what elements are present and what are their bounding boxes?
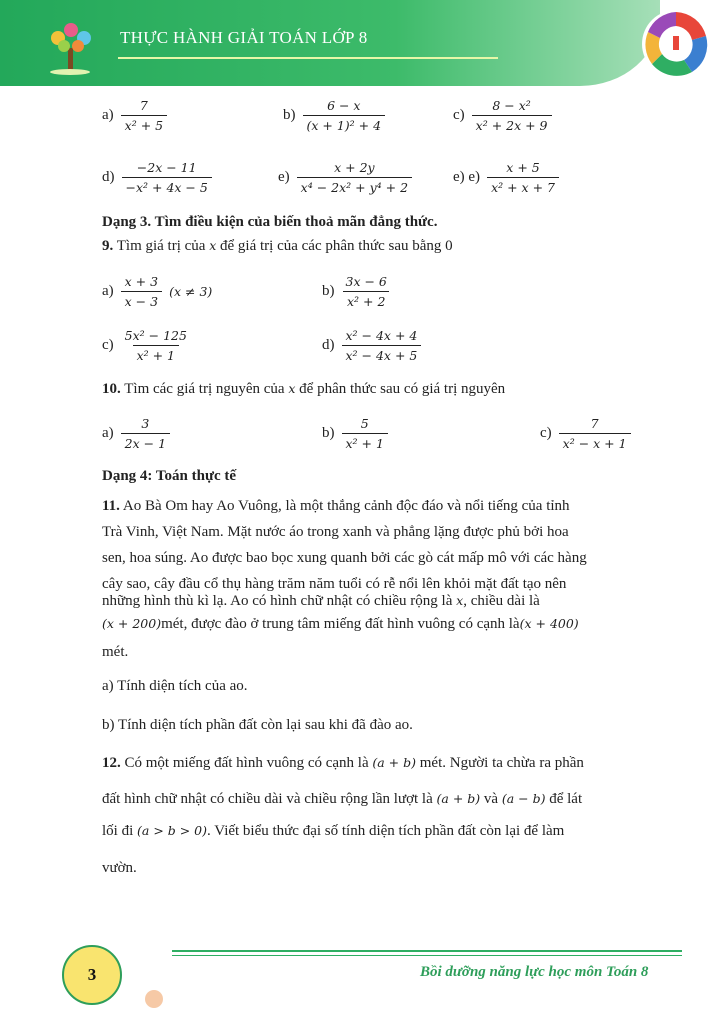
q9-item: a) $\frac{x + 3}{x - 3}$ (x ≠ 3): [102, 274, 213, 309]
q11-line: Trà Vinh, Việt Nam. Mặt nước áo trong xanh và phẳng lặng được phủ bởi hoa: [102, 524, 569, 540]
q11-line: sen, hoa súng. Ao được bao bọc xung quanh bởi các gò cát mấp mô với các hàng: [102, 550, 587, 566]
fraction: $\frac{x + 3}{x - 3}$: [121, 274, 162, 309]
q10-item: c) $\frac{7}{\text{x² − x + 1}}$: [540, 416, 634, 451]
q11-line: (x + 200)mét, được đào ở trung tâm miếng đất hình vuông có cạnh là(x + 400): [102, 616, 579, 632]
section-heading-dang4: Dạng 4: Toán thực tế: [102, 468, 237, 484]
fraction: $\frac{-2x - 11}{\text{−x² + 4x − 5}}$: [122, 160, 212, 195]
q11-line: cây sao, cây đầu cổ thụ hàng trăm năm tuổi có rễ nổi lên khỏi mặt đất tạo nên: [102, 576, 567, 592]
question-10: 10. Tìm các giá trị nguyên của x để phân thức sau có giá trị nguyên: [102, 381, 506, 397]
q11-part-a: a) Tính diện tích của ao.: [102, 678, 248, 694]
q12-line: lối đi (a > b > 0). Viết biểu thức đại số tính diện tích phần đất còn lại để làm: [102, 823, 565, 839]
item-label: e) e): [453, 169, 481, 185]
q9-item: d) $\frac{\text{x² − 4x + 4}}{\text{x² − 4x + 5}}$: [322, 328, 424, 363]
fraction: $\frac{x + 2y}{\text{x⁴ − 2x² + y⁴ + 2}}$: [297, 160, 412, 195]
emblem-logo-icon: [640, 8, 712, 80]
tree-logo-icon: [40, 18, 102, 76]
question-9: 9. Tìm giá trị của x để giá trị của các phân thức sau bằng 0: [102, 238, 453, 254]
item-label: e): [278, 169, 290, 185]
exercise-row-2: [453, 160, 562, 195]
fraction: $\frac{\text{8 − x²}}{\text{x² + 2x + 9}}$: [472, 98, 552, 133]
decor-dot: [145, 990, 163, 1008]
footer-divider: [172, 955, 682, 956]
q11-line: những hình thù kì lạ. Ao có hình chữ nhật có chiều rộng là x, chiều dài là: [102, 593, 540, 609]
item-label: c): [453, 107, 465, 123]
q12-line: 12. Có một miếng đất hình vuông có cạnh là (a + b) mét. Người ta chừa ra phần: [102, 755, 584, 771]
exercise-row-1: [102, 98, 170, 133]
q9-item: c) $\frac{\text{5x² − 125}}{\text{x² + 1}}$: [102, 328, 194, 363]
fraction: $\frac{7}{\text{x² − x + 1}}$: [559, 416, 631, 451]
q12-line: vườn.: [102, 860, 137, 876]
page-number: 3: [62, 945, 122, 1005]
fraction: $\frac{3x - 6}{\text{x² + 2}}$: [342, 274, 391, 309]
item-label: a): [102, 107, 114, 123]
q11-line: 11. Ao Bà Om hay Ao Vuông, là một thắng cảnh độc đáo và nổi tiếng của tỉnh: [102, 498, 570, 514]
q12-line: đất hình chữ nhật có chiều dài và chiều rộng lần lượt là (a + b) và (a − b) để lát: [102, 791, 583, 807]
q11-part-b: b) Tính diện tích phần đất còn lại sau khi đã đào ao.: [102, 717, 413, 733]
header-underline: [118, 57, 498, 59]
q9-item: b) $\frac{3x - 6}{\text{x² + 2}}$: [322, 274, 394, 309]
exercise-row-2: [102, 160, 215, 195]
fraction: $\frac{6 - x}{\text{(x + 1)² + 4}}$: [303, 98, 386, 133]
header-title: THỰC HÀNH GIẢI TOÁN LỚP 8: [120, 28, 368, 47]
footer-title: Bồi dưỡng năng lực học môn Toán 8: [420, 964, 649, 980]
fraction: $\frac{3}{2x - 1}$: [121, 416, 170, 451]
exercise-row-2: [278, 160, 415, 195]
q11-line: mét.: [102, 644, 129, 660]
fraction: $\frac{\text{5x² − 125}}{\text{x² + 1}}$: [124, 328, 187, 363]
fraction: $\frac{x + 5}{\text{x² + x + 7}}$: [487, 160, 559, 195]
item-label: d): [102, 169, 115, 185]
section-heading-dang3: Dạng 3. Tìm điều kiện của biến thoả mãn đẳng thức.: [102, 214, 438, 230]
fraction: $\frac{5}{\text{x² + 1}}$: [342, 416, 388, 451]
exercise-row-1: [453, 98, 555, 133]
footer-divider: [172, 950, 682, 952]
q10-item: a) $\frac{3}{2x - 1}$: [102, 416, 173, 451]
fraction: $\frac{7}{\text{x² + 5}}$: [121, 98, 167, 133]
exercise-row-1: [283, 98, 388, 133]
fraction: $\frac{\text{x² − 4x + 4}}{\text{x² − 4x + 5}}$: [342, 328, 422, 363]
q10-item: b) $\frac{5}{\text{x² + 1}}$: [322, 416, 391, 451]
item-label: b): [283, 107, 296, 123]
